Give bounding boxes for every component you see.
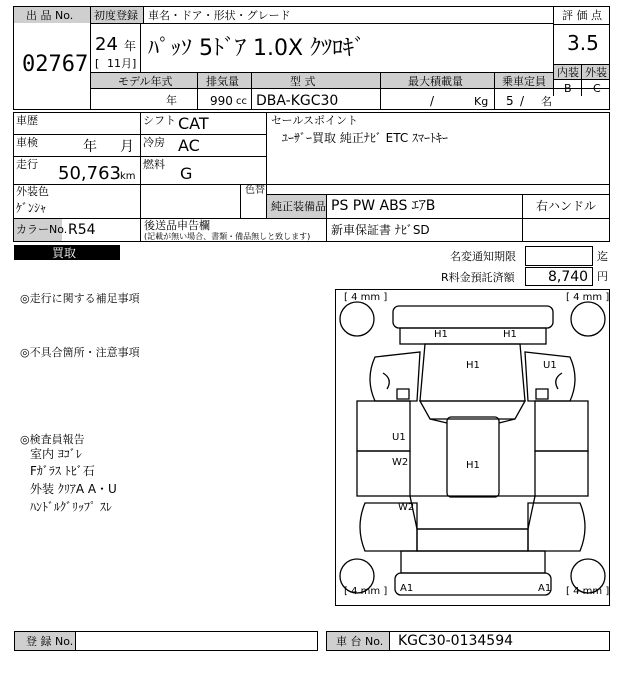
damage-code: U1 xyxy=(543,360,557,371)
interior-grade: B xyxy=(564,82,572,95)
car-outline xyxy=(335,289,610,606)
fuel-label: 燃料 xyxy=(143,158,165,171)
damage-code: W2 xyxy=(392,457,409,468)
capacity-unit: 名 xyxy=(541,95,552,108)
load-slash: / xyxy=(430,94,435,108)
tire-depth-fl: [ 4 mm ] xyxy=(344,292,388,303)
chassis-label: 車 台 No. xyxy=(336,635,384,648)
first-reg-year-unit: 年 xyxy=(124,39,137,53)
history-label: 車歴 xyxy=(16,114,38,127)
first-reg-month-unit: 月] xyxy=(121,57,137,70)
inspection-label: 車検 xyxy=(16,136,38,149)
damage-code: H1 xyxy=(434,329,448,340)
load-unit: Kg xyxy=(474,95,489,108)
inspector-label: ◎検査員報告 xyxy=(20,433,85,446)
docs-label: 後送品申告欄 xyxy=(144,219,210,232)
mileage-unit: km xyxy=(120,171,136,182)
shift-label: シフト xyxy=(143,114,176,127)
first-reg-month: 11 xyxy=(107,57,121,70)
equipment-label: 純正装備品 xyxy=(271,200,326,213)
handle-value: 右ハンドル xyxy=(536,199,597,213)
first-reg-year: 24 xyxy=(95,34,118,55)
name-change-label: 名変通知期限 xyxy=(450,250,516,263)
capacity-slash: / xyxy=(520,94,525,108)
chassis-number: KGC30-0134594 xyxy=(398,633,514,649)
status-text: 買取 xyxy=(52,246,77,260)
interior-label: 内装 xyxy=(557,66,579,79)
ext-color-label: 外装色 xyxy=(16,185,49,198)
driving-notes-label: ◎走行に関する補足事項 xyxy=(20,292,140,305)
inspection-month-unit: 月 xyxy=(120,139,134,155)
tire-depth-fr: [ 4 mm ] xyxy=(566,292,610,303)
mileage-label: 走行 xyxy=(16,158,38,171)
color-no-value: R54 xyxy=(68,222,96,238)
damage-code: H1 xyxy=(466,460,480,471)
color-change-label: 色替 xyxy=(245,185,265,196)
model-year-unit: 年 xyxy=(166,94,177,107)
mileage-value: 50,763 xyxy=(58,163,121,184)
damage-code: A1 xyxy=(538,583,552,594)
defects-label: ◎不具合箇所・注意事項 xyxy=(20,346,140,359)
model-type: DBA-KGC30 xyxy=(256,93,339,109)
capacity-label: 乗車定員 xyxy=(502,75,546,88)
damage-code: U1 xyxy=(392,432,406,443)
damage-code: H1 xyxy=(503,329,517,340)
recycle-label: R料金預託済額 xyxy=(441,271,515,284)
max-load-label: 最大積載量 xyxy=(408,75,463,88)
displacement-value: 990 xyxy=(210,94,233,108)
displacement-label: 排気量 xyxy=(206,75,239,88)
inspector-note: 室内 ﾖｺﾞﾚ xyxy=(30,447,82,461)
car-name: ﾊﾟｯｿ 5ﾄﾞｱ 1.0X ｸﾂﾛｷﾞ xyxy=(148,36,366,61)
shift-value: CAT xyxy=(178,114,209,133)
ac-value: AC xyxy=(178,136,200,155)
sales-point-text: ﾕｰｻﾞｰ買取 純正ﾅﾋﾞ ETC ｽﾏｰﾄｷｰ xyxy=(282,131,449,145)
color-no-label: カラーNo. xyxy=(16,223,68,236)
lot-number: 02767 xyxy=(22,52,89,77)
exterior-grade: C xyxy=(593,82,601,95)
capacity-value: 5 xyxy=(506,94,514,108)
tire-depth-rr: [ 4 mm ] xyxy=(566,586,610,597)
first-reg-label: 初度登録 xyxy=(94,9,138,22)
name-change-box xyxy=(525,246,593,266)
lot-label: 出 品 No. xyxy=(26,9,74,22)
damage-code: A1 xyxy=(400,583,414,594)
inspector-note: 外装 ｸﾘｱA A・U xyxy=(30,482,117,496)
exterior-label: 外装 xyxy=(585,66,607,79)
model-year-label: モデル年式 xyxy=(118,75,173,88)
tire-depth-rl: [ 4 mm ] xyxy=(344,586,388,597)
score-value: 3.5 xyxy=(567,31,599,55)
score-label: 評 価 点 xyxy=(562,9,602,22)
car-name-label: 車名・ドア・形状・グレード xyxy=(148,9,291,22)
recycle-unit: 円 xyxy=(597,270,608,283)
ac-label: 冷房 xyxy=(143,136,165,149)
damage-code: W2 xyxy=(398,502,415,513)
displacement-unit: cc xyxy=(236,96,247,107)
type-label: 型 式 xyxy=(290,75,316,88)
name-change-unit: 迄 xyxy=(597,250,608,263)
first-reg-month-open: [ xyxy=(95,57,100,70)
inspector-note: Fｶﾞﾗｽ ﾄﾋﾞ石 xyxy=(30,464,95,478)
inspection-year-unit: 年 xyxy=(83,139,97,155)
ext-color-value: ｹﾞﾝｼｬ xyxy=(16,201,47,215)
damage-code: H1 xyxy=(466,360,480,371)
warranty-value: 新車保証書 ﾅﾋﾞSD xyxy=(331,223,430,237)
sales-point-label: セールスポイント xyxy=(271,114,359,127)
fuel-value: G xyxy=(180,164,193,183)
equipment-value: PS PW ABS ｴｱB xyxy=(331,198,436,214)
inspector-note: ﾊﾝﾄﾞﾙｸﾞﾘｯﾌﾟ ｽﾚ xyxy=(30,500,112,514)
recycle-value: 8,740 xyxy=(548,269,589,285)
docs-note: (記載が無い場合、書類・備品無しと致します) xyxy=(144,232,311,241)
reg-no-label: 登 録 No. xyxy=(26,635,74,648)
